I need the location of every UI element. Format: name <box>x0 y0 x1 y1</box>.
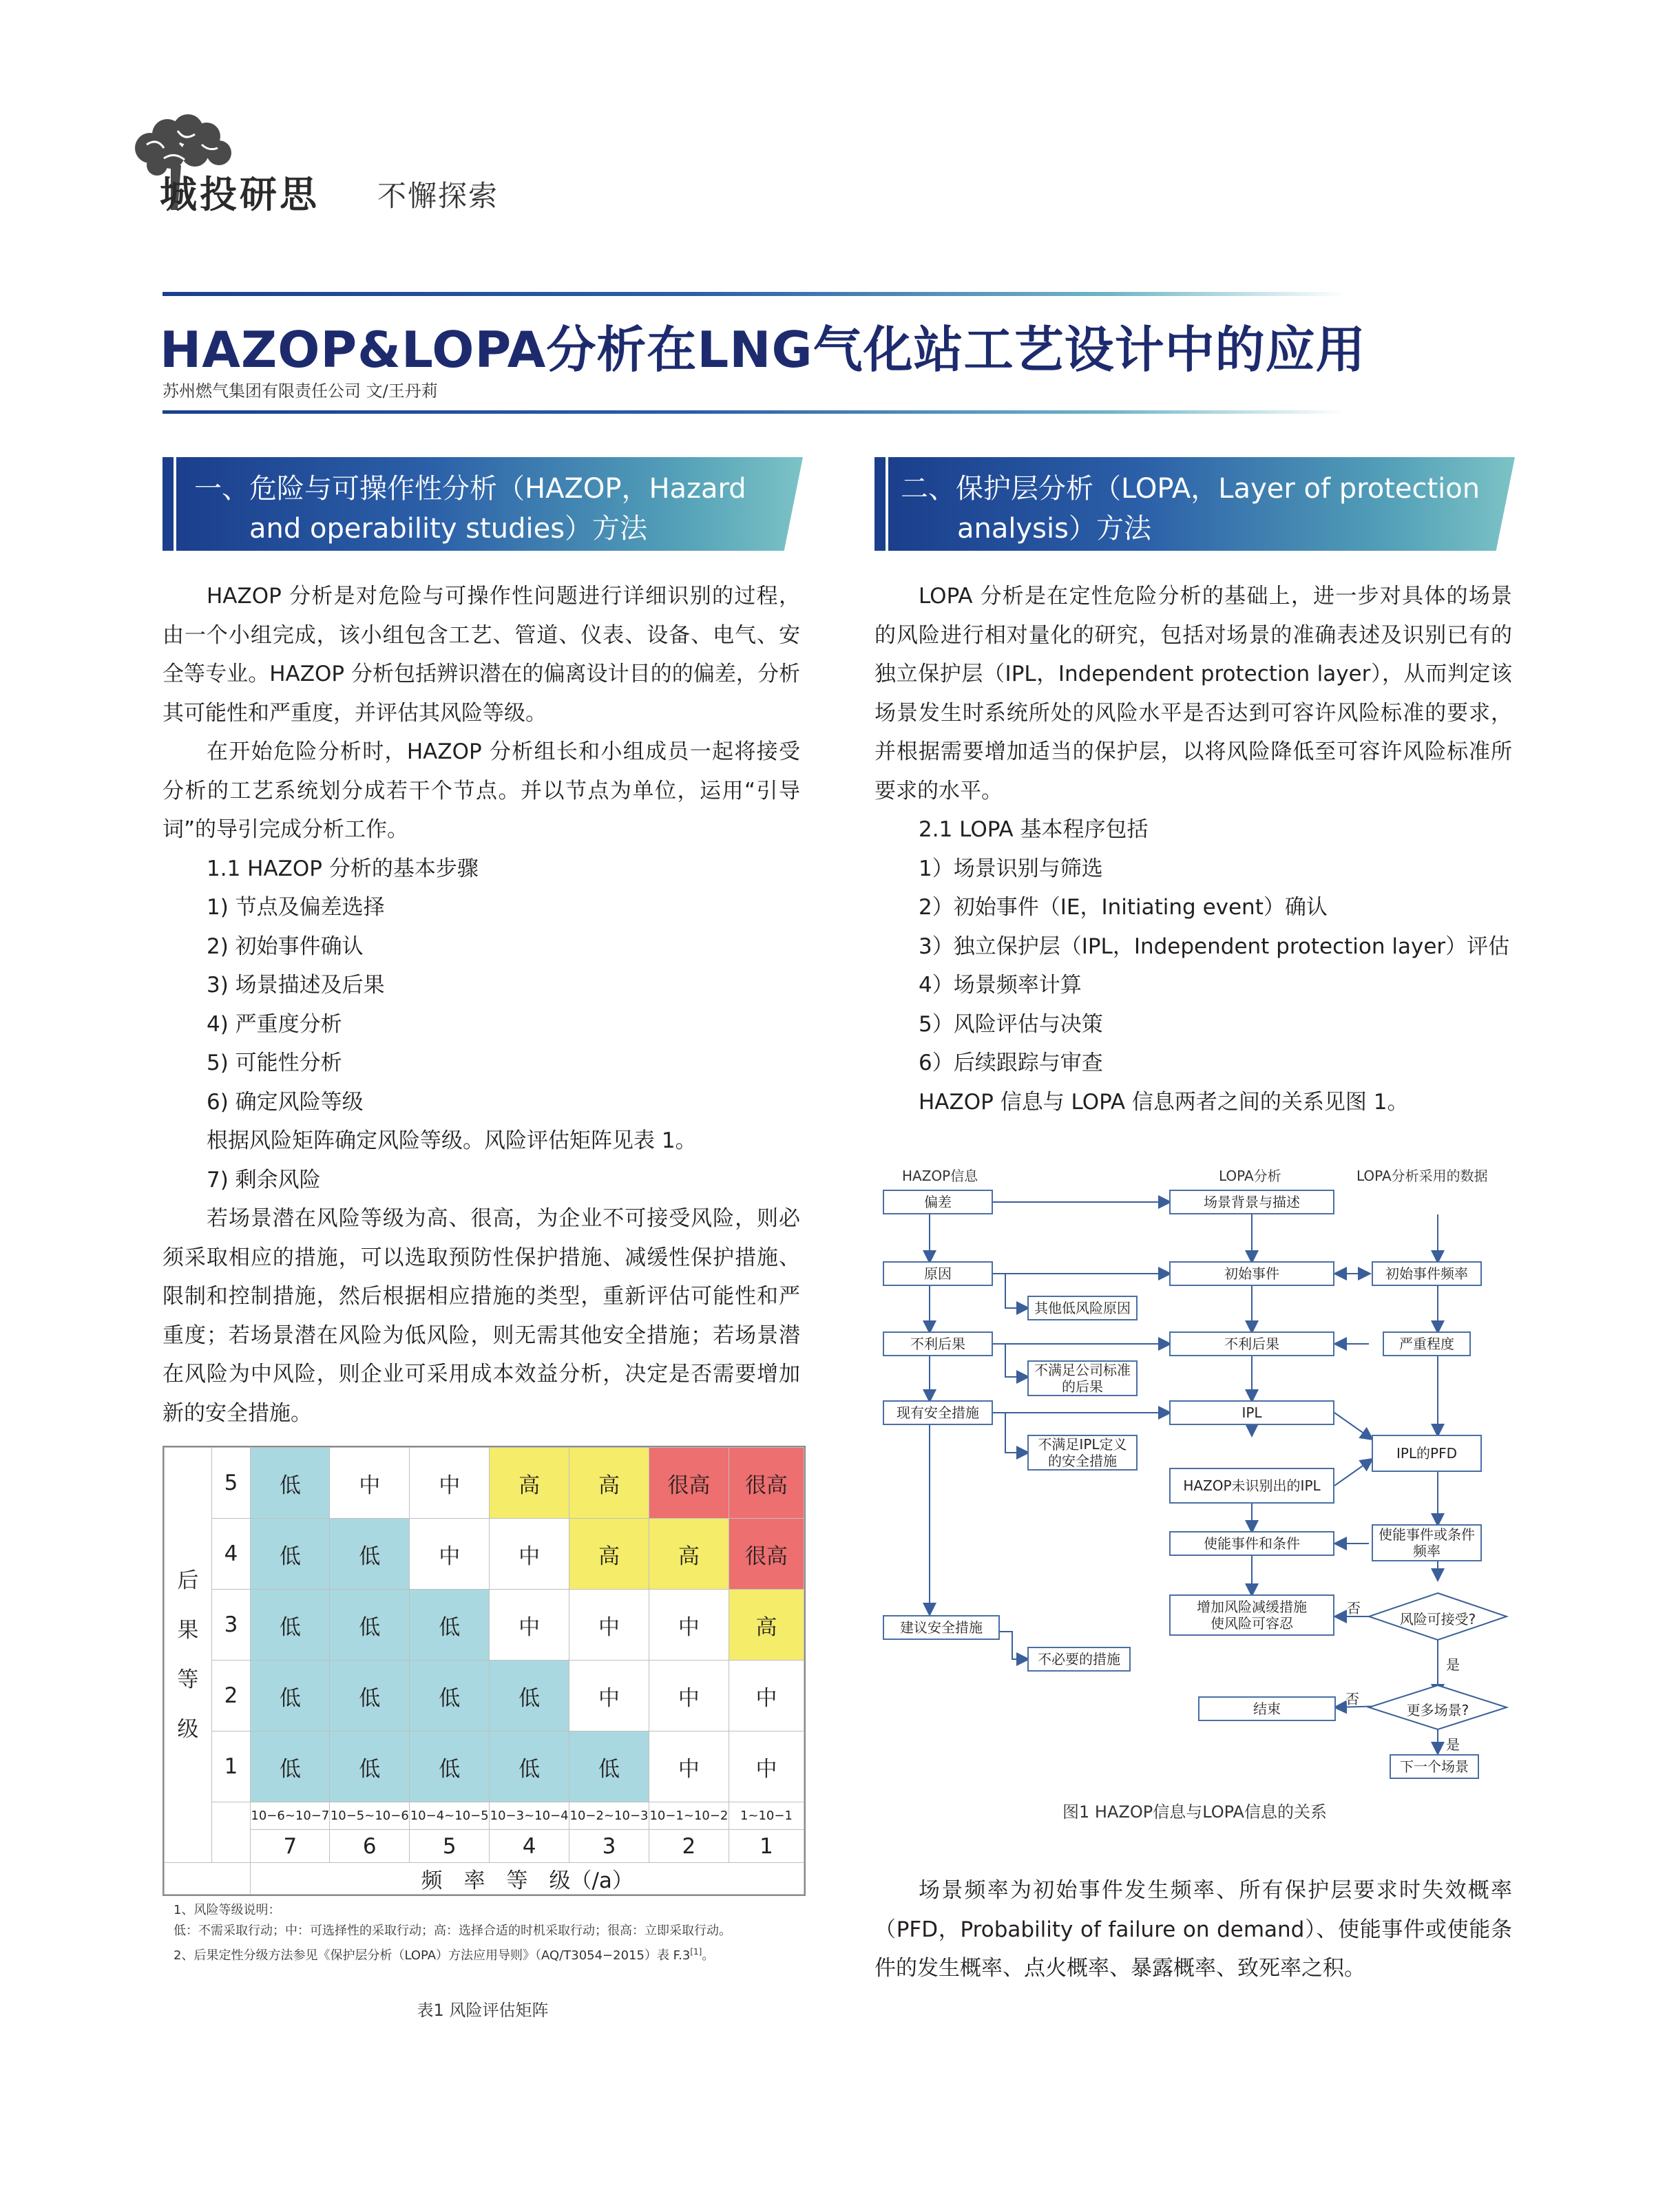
section1-step: 3) 场景描述及后果 <box>207 973 385 998</box>
matrix-frequency-range: 10−2~10−3 <box>569 1802 649 1830</box>
matrix-cell: 低 <box>410 1731 490 1802</box>
matrix-cell: 低 <box>251 1661 330 1731</box>
matrix-cell: 高 <box>490 1448 569 1519</box>
section2-heading-bar <box>874 457 886 551</box>
flow-box-add-mitigation-l2: 使风险可容忍 <box>1211 1615 1293 1632</box>
matrix-cell: 低 <box>330 1661 410 1731</box>
matrix-frequency-level: 6 <box>330 1830 410 1863</box>
hazop-lopa-flowchart <box>874 1157 1515 1818</box>
matrix-blank <box>165 1863 251 1895</box>
flow-box-add-mitigation-l1: 增加风险减缓措施 <box>1197 1599 1307 1615</box>
flow-box-enabling-frequency <box>1372 1524 1482 1561</box>
section1-step: 6) 确定风险等级 <box>207 1089 364 1115</box>
section2-closing <box>874 1871 1512 1988</box>
flow-box-consequence: 不利后果 <box>883 1331 993 1356</box>
flow-box-enabling-events: 使能事件和条件 <box>1169 1531 1334 1556</box>
matrix-frequency-label: 频 率 等 级（/a） <box>251 1863 804 1895</box>
flow-decision-more-scenarios-label: 更多场景? <box>1406 1702 1469 1718</box>
matrix-cell: 很高 <box>729 1519 804 1590</box>
matrix-frequency-level: 5 <box>410 1830 490 1863</box>
matrix-frequency-range: 10−4~10−5 <box>410 1802 490 1830</box>
section1-paragraph-1: HAZOP 分析是对危险与可操作性问题进行详细识别的过程，由一个小组完成，该小组包含工艺、管道、仪表、设备、电气、安全等专业。HAZOP 分析包括辨识潜在的偏离设计目的的偏差，分析其可能性和严重度，并评估其风险等级。 <box>163 584 800 726</box>
flow-label-no-1: 否 <box>1347 1600 1361 1616</box>
matrix-note-3 <box>174 1941 792 1966</box>
matrix-frequency-range: 10−5~10−6 <box>330 1802 410 1830</box>
matrix-consequence-level: 2 <box>211 1661 251 1731</box>
section1-heading <box>163 457 803 551</box>
section1-subheading: 1.1 HAZOP 分析的基本步骤 <box>207 856 479 881</box>
flow-box-initiating-event: 初始事件 <box>1169 1261 1334 1286</box>
article-title: HAZOP&LOPA分析在LNG气化站工艺设计中的应用 <box>160 321 1366 379</box>
flow-box-ipl-pfd: IPL的PFD <box>1372 1435 1482 1472</box>
section2-step: 1）场景识别与筛选 <box>919 856 1103 881</box>
matrix-frequency-level: 1 <box>729 1830 804 1863</box>
matrix-cell: 低 <box>490 1661 569 1731</box>
flow-box-scenario-description: 场景背景与描述 <box>1169 1190 1334 1214</box>
section2-step: 5）风险评估与决策 <box>919 1011 1103 1037</box>
flow-box-existing-safeguards: 现有安全措施 <box>883 1400 993 1425</box>
matrix-frequency-range: 10−3~10−4 <box>490 1802 569 1830</box>
matrix-cell: 高 <box>649 1519 729 1590</box>
matrix-cell: 中 <box>569 1590 649 1661</box>
flow-box-ie-frequency: 初始事件频率 <box>1372 1261 1482 1286</box>
matrix-cell: 低 <box>251 1731 330 1802</box>
matrix-consequence-char: 果 <box>177 1618 199 1643</box>
matrix-row <box>165 1590 804 1661</box>
matrix-cell: 低 <box>251 1590 330 1661</box>
section1-step: 2) 初始事件确认 <box>207 934 364 959</box>
flow-col-data: LOPA分析采用的数据 <box>1356 1168 1488 1184</box>
article-byline: 苏州燃气集团有限责任公司 文/王丹莉 <box>163 381 438 401</box>
section1-paragraph-2: 在开始危险分析时，HAZOP 分析组长和小组成员一起将接受分析的工艺系统划分成若干个节点。并以节点为单位，运用“引导词”的导引完成分析工作。 <box>163 739 800 842</box>
matrix-row <box>165 1661 804 1731</box>
matrix-cell: 中 <box>410 1519 490 1590</box>
matrix-cell: 中 <box>569 1661 649 1731</box>
flow-label-no-2: 否 <box>1345 1691 1359 1707</box>
flow-col-lopa: LOPA分析 <box>1219 1168 1281 1184</box>
matrix-cell: 低 <box>330 1731 410 1802</box>
matrix-notes <box>163 1900 803 1966</box>
section1-heading-line1: 一、危险与可操作性分析（HAZOP，Hazard <box>194 473 746 505</box>
flow-box-add-mitigation <box>1169 1594 1334 1636</box>
title-top-rule <box>163 292 1347 296</box>
matrix-frequency-level: 2 <box>649 1830 729 1863</box>
section2-paragraph-1: LOPA 分析是在定性危险分析的基础上，进一步对具体的场景的风险进行相对量化的研究，包括对场景的准确表述及识别已有的独立保护层（IPL，Independent protection layer），从而判定该场景发生时系统所处的风险水平是否达到可容许风险标准的要求，并根据需要增加适当的保护层，以将风险降低至可容许风险标准所要求的水平。 <box>874 584 1512 803</box>
matrix-note-3-ref: [1] <box>690 1947 702 1957</box>
flow-col-hazop: HAZOP信息 <box>902 1168 978 1184</box>
flow-box-deviation: 偏差 <box>883 1190 993 1214</box>
matrix-cell: 中 <box>649 1590 729 1661</box>
matrix-cell: 低 <box>569 1731 649 1802</box>
section2-paragraph-3: 场景频率为初始事件发生频率、所有保护层要求时失效概率（PFD，Probability of failure on demand）、使能事件或使能条件的发生概率、点火概率、暴露概率、致死率之积。 <box>874 1878 1512 1981</box>
matrix-cell: 中 <box>330 1448 410 1519</box>
matrix-blank <box>211 1802 251 1863</box>
section2-step: 4）场景频率计算 <box>919 973 1082 998</box>
matrix-frequency-range: 10−6~10−7 <box>251 1802 330 1830</box>
flow-box-non-ipl-safeguards-l1: 不满足IPL定义 <box>1038 1436 1127 1453</box>
matrix-cell: 低 <box>490 1731 569 1802</box>
flow-box-non-ipl-safeguards-l2: 的安全措施 <box>1048 1453 1117 1469</box>
section1-step: 4) 严重度分析 <box>207 1011 342 1037</box>
matrix-consequence-level: 1 <box>211 1731 251 1802</box>
section1-step: 5) 可能性分析 <box>207 1051 342 1075</box>
matrix-cell: 中 <box>729 1661 804 1731</box>
flow-box-non-ipl-safeguards <box>1027 1435 1138 1471</box>
matrix-consequence-char: 等 <box>177 1667 199 1692</box>
flow-box-nonconforming-consequence-l1: 不满足公司标准 <box>1034 1362 1131 1378</box>
flow-label-yes-1: 是 <box>1446 1656 1460 1673</box>
section1-paragraph-4: 若场景潜在风险等级为高、很高，为企业不可接受风险，则必须采取相应的措施，可以选取预防性保护措施、减缓性保护措施、限制和控制措施，然后根据相应措施的类型，重新评估可能性和严重度；若场景潜在风险为低风险，则无需其他安全措施；若场景潜在风险为中风险，则企业可采用成本效益分析，决定是否需要增加新的安全措施。 <box>163 1206 800 1426</box>
matrix-row <box>165 1731 804 1802</box>
flow-box-enabling-frequency-l1: 使能事件或条件 <box>1379 1526 1475 1543</box>
matrix-cell: 中 <box>490 1590 569 1661</box>
matrix-frequency-range: 1~10−1 <box>729 1802 804 1830</box>
flow-box-severity: 严重程度 <box>1383 1331 1471 1356</box>
matrix-cell: 低 <box>410 1590 490 1661</box>
matrix-consequence-level: 5 <box>211 1448 251 1519</box>
matrix-cell: 中 <box>490 1519 569 1590</box>
section2-heading <box>874 457 1515 551</box>
matrix-note-2: 低：不需采取行动；中：可选择性的采取行动；高：选择合适的时机采取行动；很高：立即采取行动。 <box>174 1924 731 1938</box>
matrix-frequency-level: 7 <box>251 1830 330 1863</box>
section1-step-7: 7) 剩余风险 <box>207 1167 321 1192</box>
flow-box-lopa-consequence: 不利后果 <box>1169 1331 1334 1356</box>
section2-subheading: 2.1 LOPA 基本程序包括 <box>919 817 1149 842</box>
section1-body <box>163 577 800 1433</box>
matrix-consequence-level: 3 <box>211 1590 251 1661</box>
section1-heading-line2: and operability studies）方法 <box>249 513 648 545</box>
matrix-cell: 中 <box>649 1731 729 1802</box>
logo-text: 城投研思 <box>160 172 320 216</box>
matrix-frequency-label-row <box>165 1863 804 1895</box>
matrix-cell: 高 <box>569 1448 649 1519</box>
flow-box-unnecessary-measures: 不必要的措施 <box>1027 1647 1131 1672</box>
flow-box-unidentified-ipl: HAZOP未识别出的IPL <box>1169 1468 1334 1504</box>
matrix-frequency-level: 4 <box>490 1830 569 1863</box>
matrix-caption: 表1 风险评估矩阵 <box>417 2001 549 2020</box>
matrix-cell: 中 <box>410 1448 490 1519</box>
section2-step: 2）初始事件（IE，Initiating event）确认 <box>919 895 1328 920</box>
flow-box-other-low-risk-causes: 其他低风险原因 <box>1027 1296 1138 1320</box>
flow-box-end: 结束 <box>1198 1696 1336 1721</box>
flow-decision-risk-acceptable-label: 风险可接受? <box>1399 1611 1476 1628</box>
matrix-cell: 中 <box>729 1731 804 1802</box>
matrix-row <box>165 1448 804 1519</box>
section1-step: 1) 节点及偏差选择 <box>207 895 385 920</box>
section2-heading-line1: 二、保护层分析（LOPA，Layer of protection <box>901 473 1480 505</box>
flow-box-enabling-frequency-l2: 频率 <box>1413 1543 1441 1559</box>
flow-box-ipl: IPL <box>1169 1400 1334 1425</box>
flow-label-yes-2: 是 <box>1446 1736 1460 1753</box>
flow-box-nonconforming-consequence <box>1027 1360 1138 1396</box>
section1-heading-bar <box>163 457 174 551</box>
section1-paragraph-3: 根据风险矩阵确定风险等级。风险评估矩阵见表 1。 <box>207 1128 697 1153</box>
matrix-consequence-char: 级 <box>177 1717 199 1742</box>
flowchart-caption: 图1 HAZOP信息与LOPA信息的关系 <box>1062 1802 1327 1822</box>
matrix-cell: 很高 <box>729 1448 804 1519</box>
flow-box-nonconforming-consequence-l2: 的后果 <box>1062 1378 1103 1395</box>
matrix-consequence-label <box>165 1448 212 1863</box>
matrix-consequence-char: 后 <box>177 1568 199 1593</box>
matrix-cell: 低 <box>410 1661 490 1731</box>
matrix-cell: 低 <box>330 1519 410 1590</box>
flow-box-next-scenario: 下一个场景 <box>1390 1754 1479 1779</box>
matrix-cell: 低 <box>251 1448 330 1519</box>
matrix-cell: 中 <box>649 1661 729 1731</box>
matrix-cell: 很高 <box>649 1448 729 1519</box>
matrix-cell: 高 <box>729 1590 804 1661</box>
risk-matrix-table <box>163 1446 806 1896</box>
section2-step: 3）独立保护层（IPL，Independent protection layer）评估 <box>919 934 1510 959</box>
section2-step: 6）后续跟踪与审查 <box>919 1051 1103 1075</box>
matrix-frequency-range-row <box>165 1802 804 1830</box>
section2-body <box>874 577 1512 1121</box>
matrix-note-3-end: 。 <box>702 1948 715 1963</box>
matrix-note-3-text: 2、后果定性分级方法参见《保护层分析（LOPA）方法应用导则》（AQ/T3054−2015）表 F.3 <box>174 1948 691 1963</box>
section2-paragraph-2: HAZOP 信息与 LOPA 信息两者之间的关系见图 1。 <box>919 1089 1409 1115</box>
matrix-note-1: 1、风险等级说明： <box>174 1903 281 1917</box>
matrix-cell: 低 <box>330 1590 410 1661</box>
section2-heading-line2: analysis）方法 <box>957 513 1151 545</box>
flow-box-cause: 原因 <box>883 1261 993 1286</box>
matrix-consequence-level: 4 <box>211 1519 251 1590</box>
matrix-cell: 低 <box>251 1519 330 1590</box>
matrix-row <box>165 1519 804 1590</box>
matrix-frequency-level-row <box>165 1830 804 1863</box>
matrix-cell: 高 <box>569 1519 649 1590</box>
flow-box-recommended-safeguards: 建议安全措施 <box>883 1615 1000 1640</box>
slogan: 不懈探索 <box>377 179 499 213</box>
matrix-frequency-level: 3 <box>569 1830 649 1863</box>
title-bottom-rule <box>163 410 1347 414</box>
matrix-frequency-range: 10−1~10−2 <box>649 1802 729 1830</box>
